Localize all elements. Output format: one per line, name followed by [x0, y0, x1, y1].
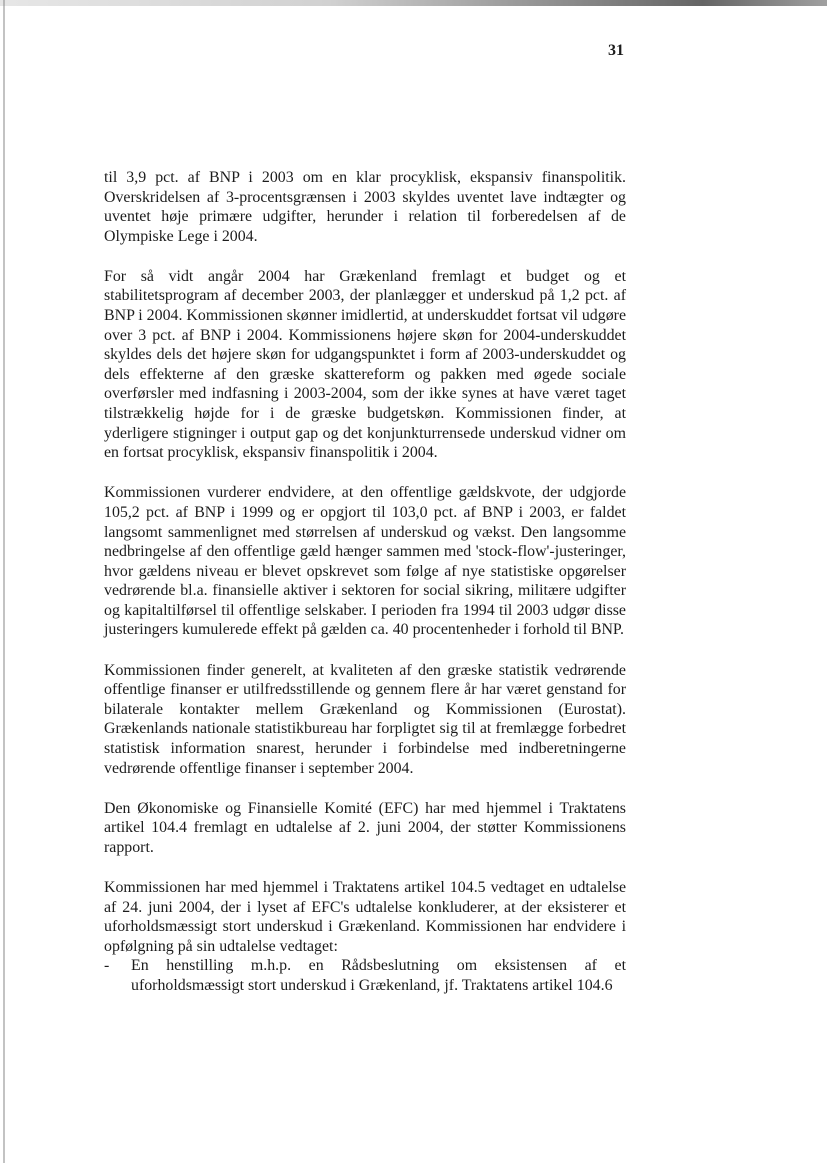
scan-left-edge [3, 0, 5, 1163]
paragraph-6: Kommissionen har med hjemmel i Traktatens artikel 104.5 vedtaget en udtalelse af 24. juni 2004, der i lyset af EFC's udtalelse konkluderer, at der eksisterer et uforholdsmæssigt stort underskud i Grækenland. Kommissionen har endvidere i opfølgning på sin udtalelse vedtaget: [104, 878, 626, 955]
paragraph-5: Den Økonomiske og Finansielle Komité (EFC) har med hjemmel i Traktatens artikel 104.4 fremlagt en udtalelse af 2. juni 2004, der støtter Kommissionens rapport. [104, 799, 626, 856]
document-body [104, 168, 626, 995]
bullet-text: En henstilling m.h.p. en Rådsbeslutning om eksistensen af et uforholdsmæssigt stort underskud i Grækenland, jf. Traktatens artikel 104.6 [131, 957, 626, 994]
paragraph-4: Kommissionen finder generelt, at kvaliteten af den græske statistik vedrørende offentlige finanser er utilfredsstillende og gennem flere år har været genstand for bilaterale kontakter mellem Grækenland og Kommissionen (Eurostat). Grækenlands nationale statistikbureau har forpligtet sig til at fremlægge forbedret statistisk information snarest, herunder i forbindelse med indberetningerne vedrørende offentlige finanser i september 2004. [104, 661, 626, 777]
paragraph-2: For så vidt angår 2004 har Grækenland fremlagt et budget og et stabilitetsprogram af december 2003, der planlægger et underskud på 1,2 pct. af BNP i 2004. Kommissionen skønner imidlertid, at underskuddet fortsat vil udgøre over 3 pct. af BNP i 2004. Kommissionens højere skøn for 2004-underskuddet skyldes dels det højere skøn for udgangspunktet i form af 2003-underskuddet og dels effekterne af den græske skattereform og pakken med øgede sociale overførsler med indfasning i 2003-2004, som der ikke synes at have været taget tilstrækkelig højde for i de græske budgetskøn. Kommissionen finder, at yderligere stigninger i output gap og det konjunkturrensede underskud vidner om en fortsat procyklisk, ekspansiv finanspolitik i 2004. [104, 267, 626, 462]
paragraph-3: Kommissionen vurderer endvidere, at den offentlige gældskvote, der udgjorde 105,2 pct. af BNP i 1999 og er opgjort til 103,0 pct. af BNP i 2003, er faldet langsomt sammenlignet med størrelsen af underskud og vækst. Den langsomme nedbringelse af den offentlige gæld hænger sammen med 'stock-flow'-justeringer, hvor gældens niveau er blevet opskrevet som følge af nye statistiske opgørelser vedrørende bl.a. finansielle aktiver i sektoren for social sikring, militære udgifter og kapitaltilførsel til offentlige selskaber. I perioden fra 1994 til 2003 udgør disse justeringers kumulerede effekt på gælden ca. 40 procentenheder i forhold til BNP. [104, 484, 626, 639]
scan-top-edge [0, 0, 827, 6]
bullet-item [104, 956, 626, 995]
page-number: 31 [608, 42, 624, 59]
paragraph-1: til 3,9 pct. af BNP i 2003 om en klar procyklisk, ekspansiv finanspolitik. Overskridelsen af 3-procentsgrænsen i 2003 skyldes uventet lave indtægter og uventet høje primære udgifter, herunder i relation til forberedelsen af de Olympiske Lege i 2004. [104, 169, 626, 245]
bullet-marker: - [104, 957, 110, 975]
